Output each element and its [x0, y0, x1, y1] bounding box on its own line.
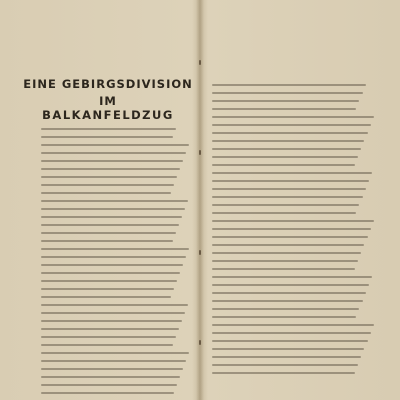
text-line-placeholder	[41, 384, 177, 386]
text-line-placeholder	[212, 212, 356, 214]
text-line-placeholder	[41, 304, 188, 306]
text-line-placeholder	[41, 336, 176, 338]
text-line-placeholder	[212, 164, 355, 166]
text-line-placeholder	[212, 260, 358, 262]
text-line-placeholder	[212, 372, 355, 374]
text-line-placeholder	[41, 288, 174, 290]
text-line-placeholder	[41, 168, 180, 170]
text-line-placeholder	[41, 352, 189, 354]
text-line-placeholder	[41, 152, 186, 154]
binding-stitch	[199, 250, 201, 255]
chapter-heading-line3: BALKANFELDZUG	[42, 108, 174, 122]
text-line-placeholder	[41, 200, 188, 202]
text-line-placeholder	[212, 276, 372, 278]
text-line-placeholder	[41, 368, 183, 370]
text-line-placeholder	[212, 340, 368, 342]
text-line-placeholder	[41, 160, 183, 162]
text-line-placeholder	[41, 248, 189, 250]
text-line-placeholder	[212, 100, 359, 102]
binding-stitch	[199, 150, 201, 155]
left-page-body-text	[41, 128, 189, 400]
text-line-placeholder	[212, 244, 364, 246]
text-line-placeholder	[41, 216, 182, 218]
text-line-placeholder	[212, 196, 363, 198]
text-line-placeholder	[41, 144, 189, 146]
right-page-body-text	[212, 84, 374, 380]
text-line-placeholder	[41, 392, 174, 394]
chapter-heading-line1: EINE GEBIRGSDIVISION	[23, 77, 193, 91]
text-line-placeholder	[212, 188, 366, 190]
text-line-placeholder	[41, 312, 185, 314]
text-line-placeholder	[41, 328, 179, 330]
text-line-placeholder	[212, 252, 361, 254]
binding-stitch	[199, 340, 201, 345]
text-line-placeholder	[212, 364, 358, 366]
text-line-placeholder	[212, 228, 371, 230]
text-line-placeholder	[41, 320, 182, 322]
text-line-placeholder	[212, 180, 369, 182]
text-line-placeholder	[212, 172, 372, 174]
text-line-placeholder	[41, 240, 173, 242]
text-line-placeholder	[41, 256, 186, 258]
text-line-placeholder	[41, 272, 180, 274]
text-line-placeholder	[212, 156, 358, 158]
text-line-placeholder	[212, 140, 364, 142]
text-line-placeholder	[212, 116, 374, 118]
left-page	[0, 0, 196, 400]
text-line-placeholder	[41, 232, 176, 234]
text-line-placeholder	[212, 220, 374, 222]
text-line-placeholder	[212, 124, 371, 126]
text-line-placeholder	[212, 316, 356, 318]
text-line-placeholder	[41, 208, 185, 210]
text-line-placeholder	[41, 128, 176, 130]
text-line-placeholder	[212, 268, 355, 270]
text-line-placeholder	[41, 296, 171, 298]
text-line-placeholder	[212, 148, 361, 150]
text-line-placeholder	[212, 292, 366, 294]
chapter-heading-line2: IM	[99, 94, 117, 108]
text-line-placeholder	[212, 332, 371, 334]
text-line-placeholder	[41, 344, 173, 346]
right-page	[204, 0, 400, 400]
text-line-placeholder	[212, 300, 363, 302]
text-line-placeholder	[212, 284, 369, 286]
text-line-placeholder	[212, 348, 364, 350]
text-line-placeholder	[212, 236, 368, 238]
text-line-placeholder	[41, 376, 180, 378]
text-line-placeholder	[41, 280, 177, 282]
binding-stitch	[199, 60, 201, 65]
text-line-placeholder	[41, 224, 179, 226]
text-line-placeholder	[41, 192, 171, 194]
text-line-placeholder	[212, 108, 356, 110]
text-line-placeholder	[212, 92, 363, 94]
text-line-placeholder	[41, 264, 183, 266]
text-line-placeholder	[212, 356, 361, 358]
text-line-placeholder	[212, 132, 368, 134]
text-line-placeholder	[41, 136, 173, 138]
text-line-placeholder	[212, 308, 359, 310]
text-line-placeholder	[212, 204, 359, 206]
text-line-placeholder	[212, 324, 374, 326]
text-line-placeholder	[41, 176, 177, 178]
text-line-placeholder	[212, 84, 366, 86]
text-line-placeholder	[41, 360, 186, 362]
text-line-placeholder	[41, 184, 174, 186]
